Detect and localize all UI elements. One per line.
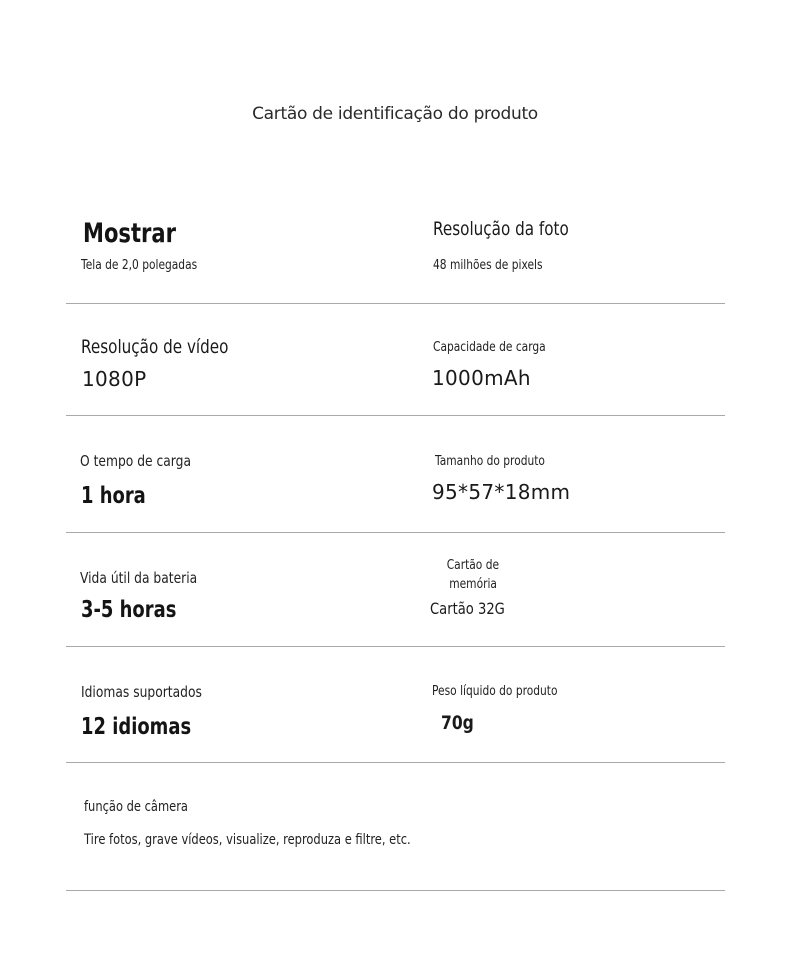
spec-languages-value-wrap bbox=[81, 714, 222, 740]
spec-video-resolution bbox=[81, 336, 265, 358]
spec-battery-life bbox=[80, 569, 223, 588]
spec-memory-card-label-line2: memória bbox=[449, 577, 497, 592]
row-divider bbox=[66, 890, 725, 891]
page-title: Cartão de identificação do produto bbox=[252, 104, 538, 124]
spec-product-size bbox=[435, 452, 569, 470]
row-divider bbox=[66, 415, 725, 416]
spec-camera-function-label: função de câmera bbox=[84, 799, 188, 815]
spec-photo-resolution-label: Resolução da foto bbox=[433, 218, 569, 240]
spec-photo-resolution-value: 48 milhões de pixels bbox=[433, 258, 543, 273]
spec-product-size-value-wrap bbox=[432, 480, 570, 504]
spec-camera-function-value: Tire fotos, grave vídeos, visualize, reproduza e filtre, etc. bbox=[84, 832, 411, 848]
row-divider bbox=[66, 646, 725, 647]
spec-net-weight-label: Peso líquido do produto bbox=[432, 684, 558, 699]
spec-memory-card-value-wrap bbox=[430, 599, 521, 619]
spec-charge-time bbox=[80, 452, 215, 471]
spec-memory-card-value: Cartão 32G bbox=[430, 599, 505, 618]
spec-battery-life-value: 3-5 horas bbox=[81, 597, 177, 623]
spec-display-label: Mostrar bbox=[83, 218, 177, 249]
spec-charge-time-value: 1 hora bbox=[81, 483, 146, 509]
row-divider bbox=[66, 762, 725, 763]
spec-net-weight-value-wrap bbox=[441, 712, 481, 734]
spec-charge-capacity-label: Capacidade de carga bbox=[433, 340, 546, 355]
spec-languages-value: 12 idiomas bbox=[81, 714, 192, 740]
row-divider bbox=[66, 303, 725, 304]
spec-display bbox=[83, 218, 202, 249]
spec-video-resolution-value: 1080P bbox=[82, 367, 147, 391]
spec-charge-capacity-value: 1000mAh bbox=[432, 366, 531, 390]
spec-memory-card-label bbox=[437, 556, 509, 594]
spec-charge-capacity bbox=[433, 338, 570, 356]
row-divider bbox=[66, 532, 725, 533]
spec-video-resolution-label: Resolução de vídeo bbox=[81, 336, 229, 358]
spec-display-value-wrap bbox=[81, 256, 223, 274]
spec-net-weight-value: 70g bbox=[441, 712, 474, 734]
spec-charge-time-value-wrap bbox=[81, 483, 164, 509]
spec-battery-life-value-wrap bbox=[81, 597, 203, 623]
spec-display-value: Tela de 2,0 polegadas bbox=[81, 258, 198, 273]
spec-product-size-label: Tamanho do produto bbox=[435, 454, 545, 469]
spec-photo-resolution-value-wrap bbox=[433, 256, 567, 274]
spec-charge-time-label: O tempo de carga bbox=[80, 452, 191, 470]
spec-net-weight bbox=[432, 682, 585, 700]
spec-video-resolution-value-wrap bbox=[82, 367, 146, 391]
spec-memory-card bbox=[437, 556, 509, 594]
spec-languages-label: Idiomas suportados bbox=[81, 683, 202, 701]
spec-charge-capacity-value-wrap bbox=[432, 366, 531, 390]
spec-memory-card-label-line1: Cartão de bbox=[446, 558, 500, 573]
spec-camera-function bbox=[84, 798, 211, 816]
spec-battery-life-label: Vida útil da bateria bbox=[80, 569, 198, 587]
spec-product-size-value: 95*57*18mm bbox=[432, 480, 571, 504]
spec-languages bbox=[81, 683, 228, 702]
spec-photo-resolution bbox=[433, 218, 603, 240]
spec-camera-function-value-wrap bbox=[84, 831, 482, 849]
